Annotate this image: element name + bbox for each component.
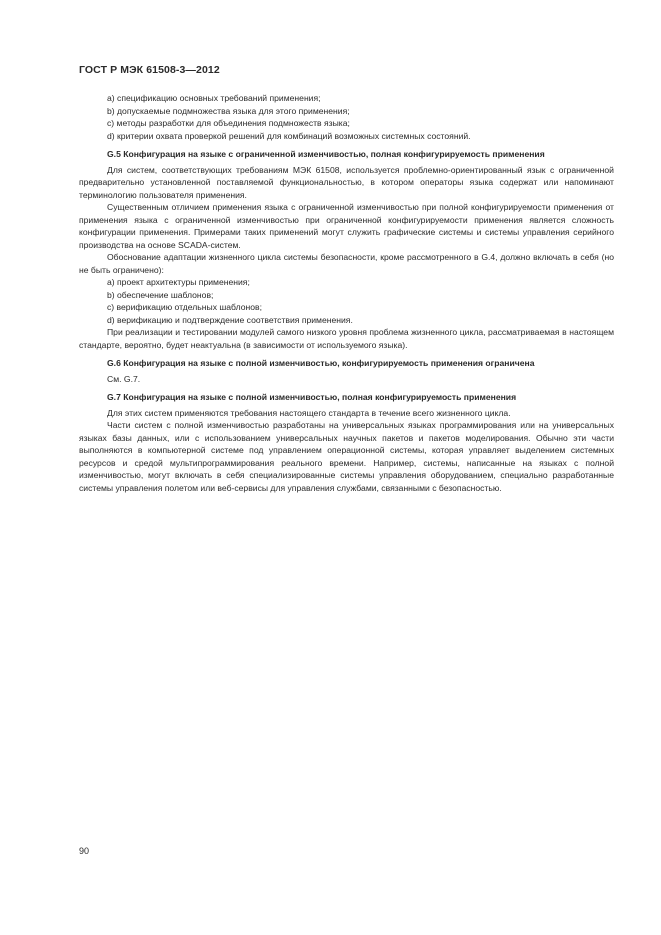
list-item: b) допускаемые подмножества языка для этого применения; [107,105,350,116]
list-item: d) критерии охвата проверкой решений для комбинаций возможных системных состояний. [107,130,471,141]
list-item: c) верификацию отдельных шаблонов; [107,302,262,312]
paragraph: Части систем с полной изменчивостью разработаны на универсальных языках программирования или на универсальных языках базы данных, или с использованием универсальных научных пакетов и пакетов моделирования. Обычно эти части выполняются в компьютерной системе под управлением операционной системы, которая управляет выделением системных ресурсов и средой мультипрограммирования реального времени. Например, системы, написанные на языках с полной изменчивостью, могут включать в себя специализированные системы управления оборудованием, специально разработанные системы управления полетом или веб-сервисы для управления службами, связанными с безопасностью. [79,420,614,493]
paragraph: Обоснование адаптации жизненного цикла системы безопасности, кроме рассмотренного в G.4, должно включать в себя (но не быть ограничено): [79,252,614,275]
paragraph: Для этих систем применяются требования настоящего стандарта в течение всего жизненного цикла. [107,407,511,418]
list-item: c) методы разработки для объединения подмножеств языка; [107,118,350,128]
list-item: b) обеспечение шаблонов; [107,289,214,300]
list-item: a) проект архитектуры применения; [107,277,250,287]
list-item: a) спецификацию основных требований применения; [107,93,321,103]
section-heading-g7: G.7 Конфигурация на языке с полной изменчивостью, полная конфигурируемость применения [107,392,517,402]
document-header: ГОСТ Р МЭК 61508-3—2012 [79,64,220,76]
paragraph: Существенным отличием применения языка с ограниченной изменчивостью при полной конфигурируемости применения от применения языка с ограниченной изменчивостью при ограниченной конфигурируемости применения является сложность конфигурации применения. Примерами таких применений могут служить графические системы и системы управления серийного производства на основе SCADA-систем. [79,202,614,250]
page-content [79,92,614,494]
paragraph: При реализации и тестировании модулей самого низкого уровня проблема жизненного цикла, рассматриваемая в настоящем стандарте, вероятно, будет неактуальна (в зависимости от используемого языка). [79,327,614,350]
page-number: 90 [79,846,90,856]
paragraph: Для систем, соответствующих требованиям МЭК 61508, используется проблемно-ориентированный язык с ограниченной предварительно установленной поставляемой функциональностью, в котором операторы языка содержат или напоминают терминологию пользователя применения. [79,164,614,200]
paragraph: См. G.7. [107,373,141,384]
list-item: d) верификацию и подтверждение соответствия применения. [107,314,353,325]
section-heading-g5: G.5 Конфигурация на языке с ограниченной изменчивостью, полная конфигурируемость применения [107,149,545,159]
section-heading-g6: G.6 Конфигурация на языке с полной изменчивостью, конфигурируемость применения ограничена [107,358,535,368]
